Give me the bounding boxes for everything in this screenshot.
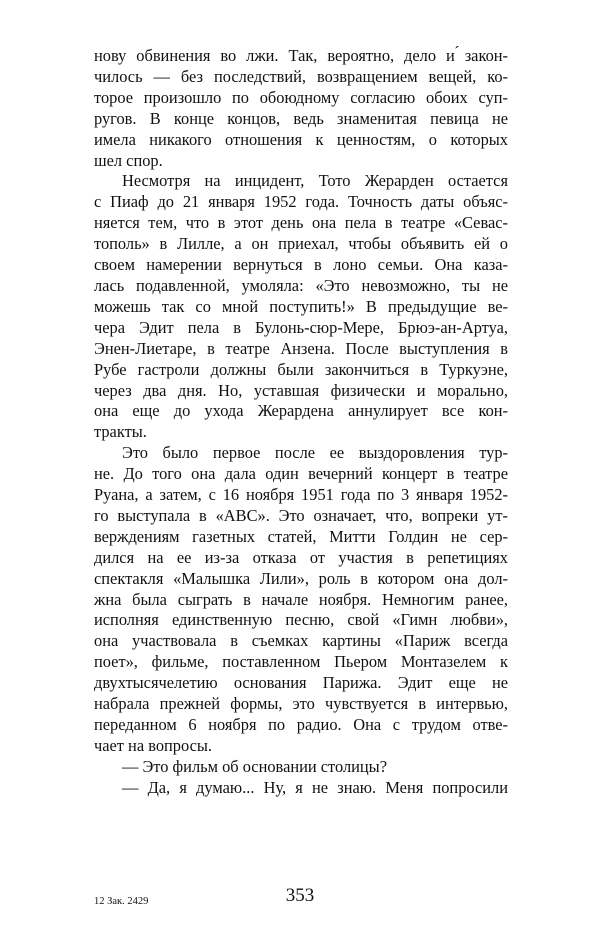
page-number: 353	[285, 885, 315, 906]
text-line: она еще до ухода Жерардена аннулирует все кон-	[94, 401, 508, 421]
text-line: с Пиаф до 21 января 1952 года. Точность даты объяс-	[94, 192, 508, 212]
text-line: лась подавленной, умоляла: «Это невозможно, ты не	[94, 275, 508, 295]
text-line: верждениям газетных статей, Митти Голдин не сер-	[94, 526, 508, 546]
printer-signature: 12 Зак. 2429	[94, 896, 149, 907]
text-line: имела никакого отношения к ценностям, о которых	[94, 129, 508, 149]
body-text	[94, 46, 508, 799]
text-line: шел спор.	[94, 150, 163, 170]
text-line: торое произошло по обоюдному согласию обоих суп-	[94, 87, 508, 107]
text-line: Рубе гастроли должны были закончиться в Туркуэне,	[94, 359, 508, 379]
text-line: поет», фильме, поставленном Пьером Монтазелем к	[94, 652, 508, 672]
paragraph-1	[94, 46, 508, 171]
paragraph-2	[94, 171, 508, 443]
text-line: можешь так со мной поступить!» В предыдущие ве-	[94, 296, 508, 316]
text-line: спектакля «Малышка Лили», роль в котором она дол-	[94, 568, 508, 588]
text-line: жна была сыграть в начале ноября. Немногим ранее,	[94, 589, 508, 609]
text-line: Несмотря на инцидент, Тото Жерарден остается	[122, 171, 508, 191]
dialog-line: — Это фильм об основании столицы?	[122, 756, 387, 776]
dialog-line: — Да, я думаю... Ну, я не знаю. Меня попросили	[122, 777, 508, 797]
text-line: чилось — без последствий, возвращением вещей, ко-	[94, 66, 508, 86]
text-line: своем намерении вернуться в лоно семьи. Она каза-	[94, 255, 508, 275]
text-line: не. До того она дала один вечерний концерт в театре	[94, 464, 508, 484]
text-line: переданном 6 ноября по радио. Она с трудом отве-	[94, 715, 508, 734]
text-line: двухтысячелетию основания Парижа. Эдит еще не	[94, 673, 508, 693]
text-line: через два дня. Но, уставшая физически и морально,	[94, 380, 508, 400]
text-line: Руана, а затем, с 16 ноября 1951 года по 3 января 1952-	[94, 485, 508, 505]
text-line: Это было первое после ее выздоровления тур-	[122, 443, 508, 463]
paragraph-3	[94, 443, 508, 757]
dialog-block	[94, 757, 508, 799]
text-line: чает на вопросы.	[94, 735, 212, 755]
text-line: она участвовала в съемках картины «Париж всегда	[94, 631, 508, 651]
text-line: дился на ее из-за отказа от участия в репетициях	[94, 547, 508, 567]
text-line: чера Эдит пела в Булонь-сюр-Мере, Брюэ-ан-Артуа,	[94, 317, 508, 337]
text-line: исполняя единственную песню, свой «Гимн любви»,	[94, 610, 508, 630]
text-line: нову обвинения во лжи. Так, вероятно, дело и ́закон-	[94, 46, 508, 65]
text-line: го выступала в «АВС». Это означает, что, вопреки ут-	[94, 505, 508, 525]
text-line: ругов. В конце концов, ведь знаменитая певица не	[94, 108, 508, 128]
text-line: тополь» в Лилле, а он приехал, чтобы объявить ей о	[94, 234, 508, 254]
text-line: тракты.	[94, 422, 147, 442]
text-line: Энен-Лиетаре, в театре Анзена. После выступления в	[94, 338, 508, 358]
text-line: набрала прежней формы, это чувствуется в интервью,	[94, 694, 508, 714]
text-line: няется тем, что в этот день она пела в театре «Севас-	[94, 213, 508, 233]
